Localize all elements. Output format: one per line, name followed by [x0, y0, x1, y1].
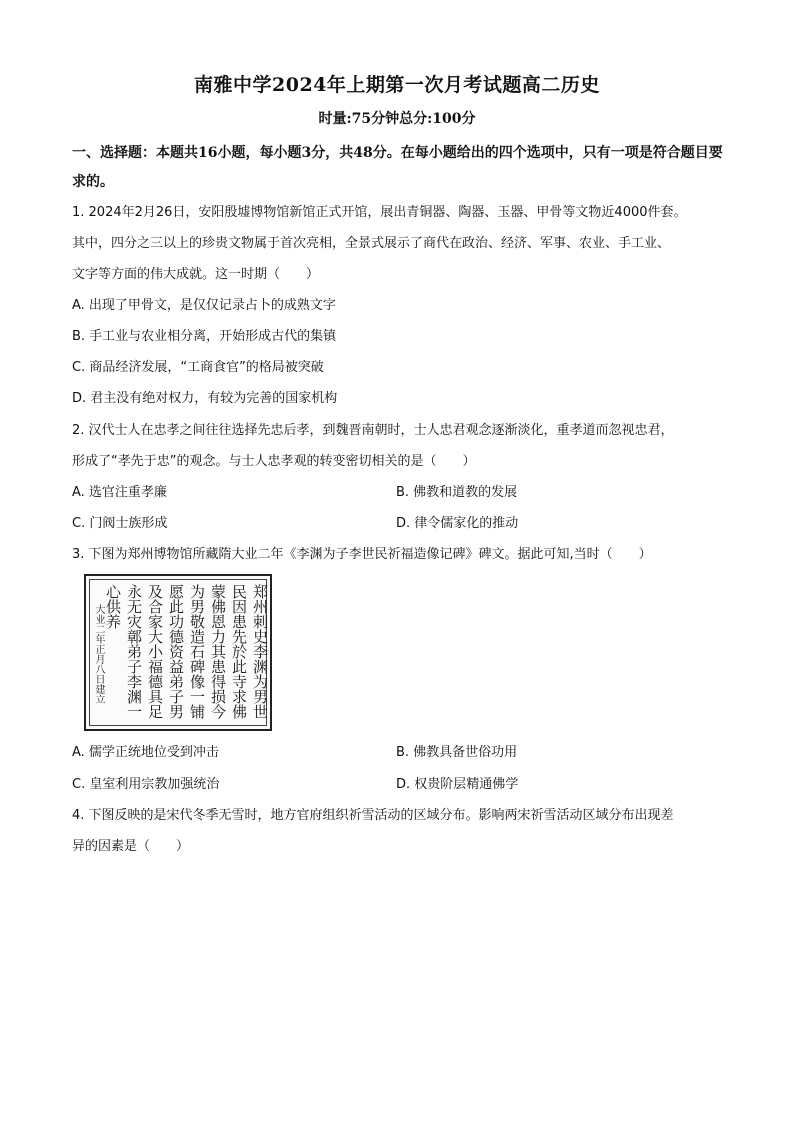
stele-column: 心供养: [104, 584, 122, 629]
section-instruction: 一、选择题：本题共16小题，每小题3分，共48分。在每小题给出的四个选项中，只有一项是符合题目要求的。: [72, 145, 723, 190]
stele-column: 民因患先於此寺求佛: [230, 584, 248, 719]
q3-option-d: D. 权贵阶层精通佛学: [396, 777, 519, 792]
q4-stem-line-2: 异的因素是（ ）: [72, 839, 190, 854]
stele-column: 为男敬造石碑像一铺: [188, 584, 206, 719]
q3-option-b: B. 佛教具备世俗功用: [396, 745, 518, 760]
q2-stem-line-1: 2. 汉代士人在忠孝之间往往选择先忠后孝，到魏晋南朝时，士人忠君观念逐渐淡化，重孝道而忽视忠君，: [72, 423, 674, 438]
q3-option-a: A. 儒学正统地位受到冲击: [72, 745, 219, 760]
stele-inscription-image: [84, 574, 272, 731]
q1-option-c: C. 商品经济发展，“工商食官”的格局被突破: [72, 360, 324, 375]
page-title: 南雅中学2024年上期第一次月考试题高二历史: [194, 74, 600, 96]
stele-column: 郑州刺史李渊为男世: [251, 584, 269, 719]
q1-stem-line-3: 文字等方面的伟大成就。这一时期（ ）: [72, 267, 320, 282]
q3-stem-line-1: 3. 下图为郑州博物馆所藏隋大业二年《李渊为子李世民祈福造像记碑》碑文。据此可知,当时（ ）: [72, 547, 652, 562]
q2-stem-line-2: 形成了“孝先于忠”的观念。与士人忠孝观的转变密切相关的是（ ）: [72, 454, 476, 469]
stele-date-column: 大业二年正月八日建立: [93, 604, 104, 704]
exam-duration-score: 时量:75分钟总分:100分: [318, 111, 476, 127]
stele-column: 及合家大小福德具足: [146, 584, 164, 719]
stele-column: 永无灾鄣弟子李渊一: [125, 584, 143, 719]
q3-option-c: C. 皇室利用宗教加强统治: [72, 777, 220, 792]
q1-option-d: D. 君主没有绝对权力，有较为完善的国家机构: [72, 391, 338, 406]
q1-option-a: A. 出现了甲骨文，是仅仅记录占卜的成熟文字: [72, 298, 336, 313]
stele-column: 蒙佛恩力其患得损今: [209, 584, 227, 719]
q2-option-a: A. 选官注重孝廉: [72, 485, 167, 500]
q1-option-b: B. 手工业与农业相分离，开始形成古代的集镇: [72, 329, 337, 344]
q2-option-c: C. 门阀士族形成: [72, 516, 168, 531]
q1-stem-line-2: 其中，四分之三以上的珍贵文物属于首次亮相，全景式展示了商代在政治、经济、军事、农业、手工业、: [72, 236, 671, 251]
stele-column: 愿此功德资益弟子男: [167, 584, 185, 719]
q4-stem-line-1: 4. 下图反映的是宋代冬季无雪时，地方官府组织祈雪活动的区域分布。影响两宋祈雪活动区域分布出现差: [72, 808, 674, 823]
stele-frame: [89, 579, 267, 726]
q2-option-d: D. 律令儒家化的推动: [396, 516, 519, 531]
q1-stem-line-1: 1. 2024年2月26日，安阳殷墟博物馆新馆正式开馆，展出青铜器、陶器、玉器、甲骨等文物近4000件套。: [72, 205, 687, 220]
q2-option-b: B. 佛教和道教的发展: [396, 485, 518, 500]
